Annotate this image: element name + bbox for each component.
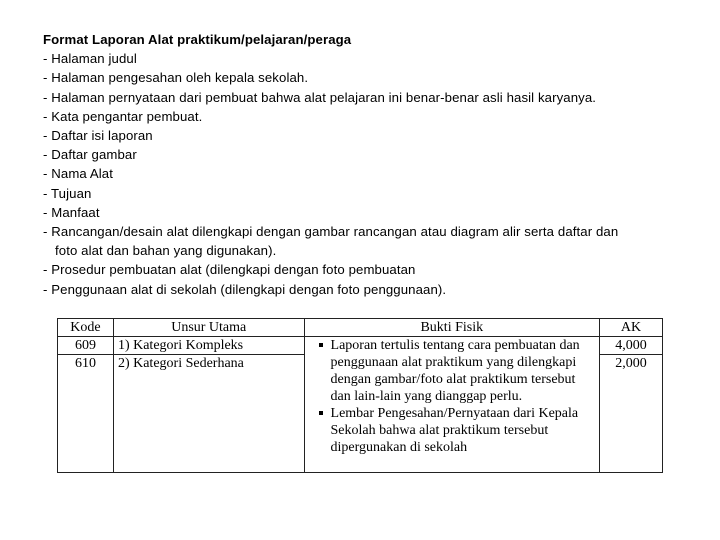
bukti-fisik-cell	[304, 337, 600, 473]
kode-cell: 610	[58, 355, 114, 473]
unsur-cell: 2) Kategori Sederhana	[113, 355, 304, 473]
list-item: - Prosedur pembuatan alat (dilengkapi dengan foto pembuatan	[43, 262, 416, 278]
ak-cell: 2,000	[600, 355, 663, 473]
header-bukti-fisik: Bukti Fisik	[304, 319, 600, 337]
table-header-row	[58, 319, 663, 337]
kode-cell: 609	[58, 337, 114, 355]
list-item: - Rancangan/desain alat dilengkapi dengan gambar rancangan atau diagram alir serta daftar dan	[43, 224, 619, 240]
list-item-continued: foto alat dan bahan yang digunakan).	[55, 243, 277, 259]
list-item: - Halaman judul	[43, 51, 137, 67]
list-item: - Halaman pernyataan dari pembuat bahwa alat pelajaran ini benar-benar asli hasil karyanya.	[43, 89, 597, 105]
unsur-cell: 1) Kategori Kompleks	[113, 337, 304, 355]
header-kode: Kode	[58, 319, 114, 337]
heading: Format Laporan Alat praktikum/pelajaran/peraga	[43, 32, 352, 47]
table-row	[58, 337, 663, 355]
bukti-item: Laporan tertulis tentang cara pembuatan dan penggunaan alat praktikum yang dilengkapi dengan gambar/foto alat praktikum tersebut dan lain-lain yang dianggap perlu.	[319, 337, 596, 405]
list-item: - Manfaat	[43, 204, 100, 220]
ak-cell: 4,000	[600, 337, 663, 355]
list-item: - Kata pengantar pembuat.	[43, 108, 203, 124]
header-unsur-utama: Unsur Utama	[113, 319, 304, 337]
list-item: - Halaman pengesahan oleh kepala sekolah.	[43, 70, 309, 86]
list-item: - Penggunaan alat di sekolah (dilengkapi dengan foto penggunaan).	[43, 281, 447, 297]
list-item: - Daftar isi laporan	[43, 128, 153, 144]
report-format-list	[43, 30, 618, 299]
bukti-item: Lembar Pengesahan/Pernyataan dari Kepala Sekolah bahwa alat praktikum tersebut dipergunakan di sekolah	[319, 405, 596, 456]
list-item: - Daftar gambar	[43, 147, 137, 163]
list-item: - Nama Alat	[43, 166, 113, 182]
credit-table	[57, 318, 663, 473]
list-item: - Tujuan	[43, 185, 92, 201]
header-ak: AK	[600, 319, 663, 337]
